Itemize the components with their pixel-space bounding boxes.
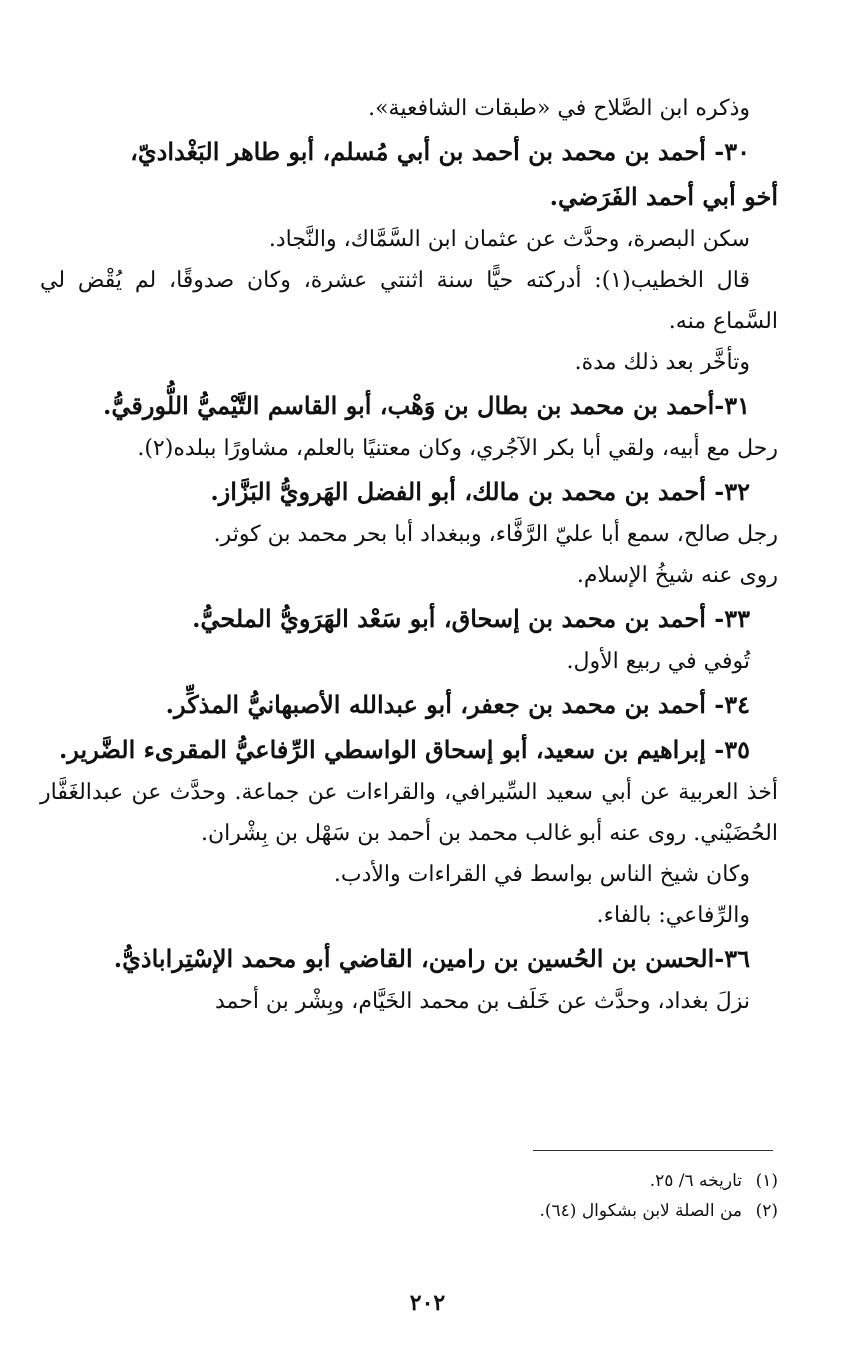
main-text bbox=[40, 88, 778, 1022]
text-line: قال الخطيب(١): أدركته حيًّا سنة اثنتي عشرة، وكان صدوقًا، لم يُقْض لي السَّماع منه. bbox=[40, 268, 778, 334]
footnote-number: (٢) bbox=[755, 1201, 778, 1221]
entry-heading-31: ٣١-أحمد بن محمد بن بطال بن وَهْب، أبو القاسم التَّيْميُّ اللُّورقيُّ. bbox=[103, 391, 750, 420]
footnotes bbox=[40, 1166, 778, 1226]
text-line: سكن البصرة، وحدَّث عن عثمان ابن السَّمَّاك، والنَّجاد. bbox=[268, 227, 750, 252]
entry-heading-30: ٣٠- أحمد بن محمد بن أحمد بن أبي مُسلم، أبو طاهر البَغْداديّ، bbox=[130, 137, 750, 166]
entry-heading-33: ٣٣- أحمد بن محمد بن إسحاق، أبو سَعْد الهَرَويُّ الملحيُّ. bbox=[192, 604, 750, 633]
footnote-2 bbox=[40, 1196, 778, 1226]
text-line: رحل مع أبيه، ولقي أبا بكر الآجُري، وكان معتنيًا بالعلم، مشاورًا ببلده(٢). bbox=[137, 436, 778, 461]
entry-heading-30-cont: أخو أبي أحمد الفَرَضي. bbox=[549, 182, 778, 211]
text-line: روى عنه شيخُ الإسلام. bbox=[576, 563, 778, 588]
text-line: أخذ العربية عن أبي سعيد السِّيرافي، والقراءات عن جماعة. وحدَّث عن عبدالغَفَّار الحُضَيْني. روى عنه أبو غالب محمد بن أحمد بن سَهْل بن بِشْران. bbox=[40, 780, 778, 846]
entry-heading-35: ٣٥- إبراهيم بن سعيد، أبو إسحاق الواسطي الرِّفاعيُّ المقرىء الضَّرير. bbox=[58, 735, 750, 764]
page-number: ٢٠٢ bbox=[409, 1290, 446, 1316]
footnote-1 bbox=[40, 1166, 778, 1196]
footnote-text: تاريخه ٦/ ٢٥. bbox=[649, 1171, 742, 1191]
entry-heading-34: ٣٤- أحمد بن محمد بن جعفر، أبو عبدالله الأصبهانيُّ المذكِّر. bbox=[165, 690, 750, 719]
text-line: وتأخَّر بعد ذلك مدة. bbox=[574, 350, 750, 375]
entry-heading-36: ٣٦-الحسن بن الحُسين بن رامين، القاضي أبو محمد الإسْتِراباذيُّ. bbox=[113, 944, 750, 973]
text-line: وكان شيخ الناس بواسط في القراءات والأدب. bbox=[333, 862, 750, 887]
text-line: رجل صالح، سمع أبا عليّ الرَّفَّاء، وببغداد أبا بحر محمد بن كوثر. bbox=[213, 522, 778, 547]
footnote-number: (١) bbox=[755, 1171, 778, 1191]
footnote-divider bbox=[533, 1150, 773, 1151]
text-line: والرِّفاعي: بالفاء. bbox=[596, 903, 750, 928]
footnote-text: من الصلة لابن بشكوال (٦٤). bbox=[539, 1201, 742, 1221]
text-line: وذكره ابن الصَّلاح في «طبقات الشافعية». bbox=[368, 96, 750, 121]
text-line: تُوفي في ربيع الأول. bbox=[566, 649, 750, 674]
text-line: نزلَ بغداد، وحدَّث عن خَلَف بن محمد الخَيَّام، وبِشْر بن أحمد bbox=[214, 989, 750, 1014]
entry-heading-32: ٣٢- أحمد بن محمد بن مالك، أبو الفضل الهَرويُّ البَزَّاز. bbox=[210, 477, 750, 506]
